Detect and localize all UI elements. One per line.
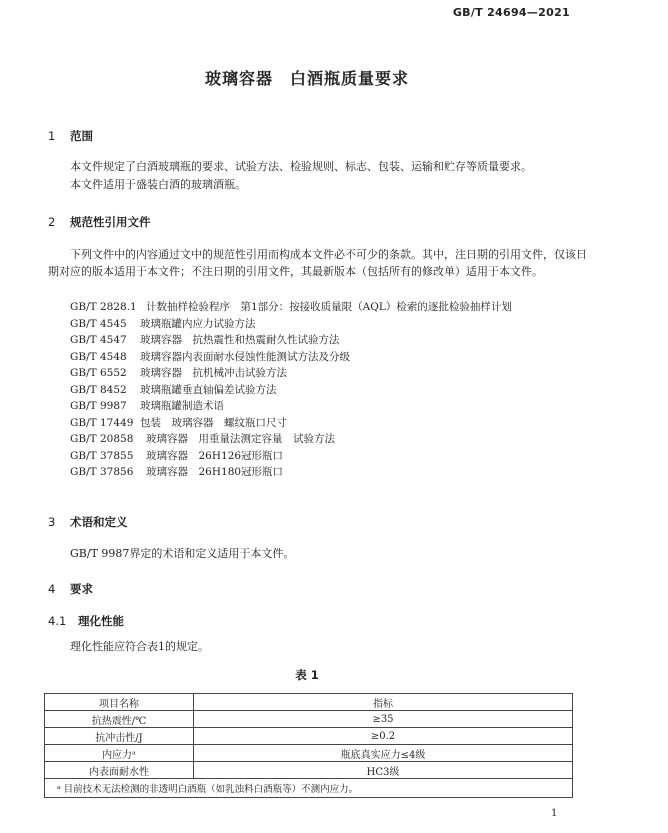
standard-code: GB/T 24694—2021	[452, 6, 570, 19]
section-3-heading	[48, 514, 128, 530]
reference-title: 玻璃瓶罐垂直轴偏差试验方法	[140, 383, 277, 396]
table-1	[44, 693, 573, 798]
page-number: 1	[551, 808, 558, 819]
section-number: 3	[48, 515, 56, 529]
table-row	[45, 711, 573, 728]
section-4-1-text: 理化性能应符合表1的规定。	[70, 640, 209, 653]
table-row	[45, 728, 573, 745]
reference-title: 玻璃容器 用重量法测定容量 试验方法	[146, 433, 335, 445]
reference-list	[70, 299, 512, 481]
reference-title: 玻璃容器内表面耐水侵蚀性能测试方法及分级	[140, 350, 350, 363]
reference-title: 玻璃容器 26H180冠形瓶口	[146, 466, 284, 478]
table-cell: 内表面耐水性	[45, 762, 194, 779]
section-2-heading	[48, 214, 151, 230]
table-cell: 抗热震性/℃	[45, 711, 194, 728]
reference-item	[70, 415, 512, 432]
reference-code: GB/T 37855	[70, 449, 134, 462]
reference-title: 玻璃容器 抗机械冲击试验方法	[140, 367, 287, 379]
reference-code: GB/T 2828.1	[70, 301, 137, 313]
section-number: 2	[48, 215, 56, 229]
reference-title: 玻璃瓶罐制造术语	[140, 400, 224, 412]
reference-item	[70, 349, 512, 366]
reference-item	[70, 448, 512, 465]
reference-item	[70, 382, 512, 399]
reference-item	[70, 431, 512, 448]
table-cell: ≥0.2	[194, 728, 573, 745]
section-title: 要求	[70, 582, 93, 596]
reference-code: GB/T 20858	[70, 433, 134, 445]
table-note-row	[45, 779, 573, 798]
reference-code: GB/T 6552	[70, 367, 127, 379]
section-title: 范围	[70, 129, 93, 143]
section-number: 4.1	[48, 614, 67, 628]
reference-code: GB/T 4547	[70, 334, 127, 346]
reference-title: 玻璃容器 抗热震性和热震耐久性试验方法	[140, 334, 340, 346]
table-footnote: ᵃ 目前技术无法检测的非透明白酒瓶（如乳浊料白酒瓶等）不测内应力。	[45, 779, 573, 798]
table-caption: 表 1	[295, 668, 319, 682]
document-title: 玻璃容器 白酒瓶质量要求	[204, 69, 409, 88]
table-header-row	[45, 694, 573, 711]
reference-title: 玻璃容器 26H126冠形瓶口	[146, 449, 284, 462]
reference-item	[70, 365, 512, 382]
section-2-intro: 下列文件中的内容通过文中的规范性引用而构成本文件必不可少的条款。其中，注日期的引用文件，仅该日期对应的版本适用于本文件；不注日期的引用文件，其最新版本（包括所有的修改单）适用于本文件。	[48, 248, 587, 278]
section-3-text: GB/T 9987界定的术语和定义适用于本文件。	[70, 547, 295, 560]
table-row	[45, 745, 573, 762]
reference-code: GB/T 4548	[70, 350, 127, 363]
section-1-paragraph: 本文件适用于盛装白酒的玻璃酒瓶。	[70, 178, 246, 191]
table-cell: ≥35	[194, 711, 573, 728]
table-header-cell: 项目名称	[45, 694, 194, 711]
table-cell: 抗冲击性/J	[45, 728, 194, 745]
reference-item	[70, 398, 512, 415]
section-4-1-heading	[48, 613, 124, 629]
table-cell: 瓶底真实应力≤4级	[194, 745, 573, 762]
reference-item	[70, 299, 512, 316]
reference-code: GB/T 9987	[70, 400, 127, 412]
section-title: 术语和定义	[70, 515, 128, 529]
section-number: 4	[48, 582, 56, 596]
section-1-paragraph: 本文件规定了白酒玻璃瓶的要求、试验方法、检验规则、标志、包装、运输和贮存等质量要求。	[70, 160, 532, 173]
section-1-heading	[48, 128, 93, 144]
table-header-cell: 指标	[194, 694, 573, 711]
reference-title: 包装 玻璃容器 螺纹瓶口尺寸	[140, 416, 287, 429]
reference-code: GB/T 37856	[70, 466, 134, 478]
reference-code: GB/T 17449	[70, 416, 134, 429]
reference-item	[70, 464, 512, 481]
section-title: 规范性引用文件	[70, 215, 151, 229]
reference-code: GB/T 8452	[70, 383, 127, 396]
reference-item	[70, 316, 512, 333]
section-4-heading	[48, 581, 93, 597]
section-number: 1	[48, 129, 56, 143]
reference-title: 计数抽样检验程序 第1部分：按接收质量限（AQL）检索的逐批检验抽样计划	[146, 301, 512, 313]
reference-title: 玻璃瓶罐内应力试验方法	[140, 317, 256, 330]
section-title: 理化性能	[78, 614, 124, 628]
reference-code: GB/T 4545	[70, 317, 127, 330]
reference-item	[70, 332, 512, 349]
table-cell: HC3级	[194, 762, 573, 779]
table-cell: 内应力ᵃ	[45, 745, 194, 762]
table-row	[45, 762, 573, 779]
